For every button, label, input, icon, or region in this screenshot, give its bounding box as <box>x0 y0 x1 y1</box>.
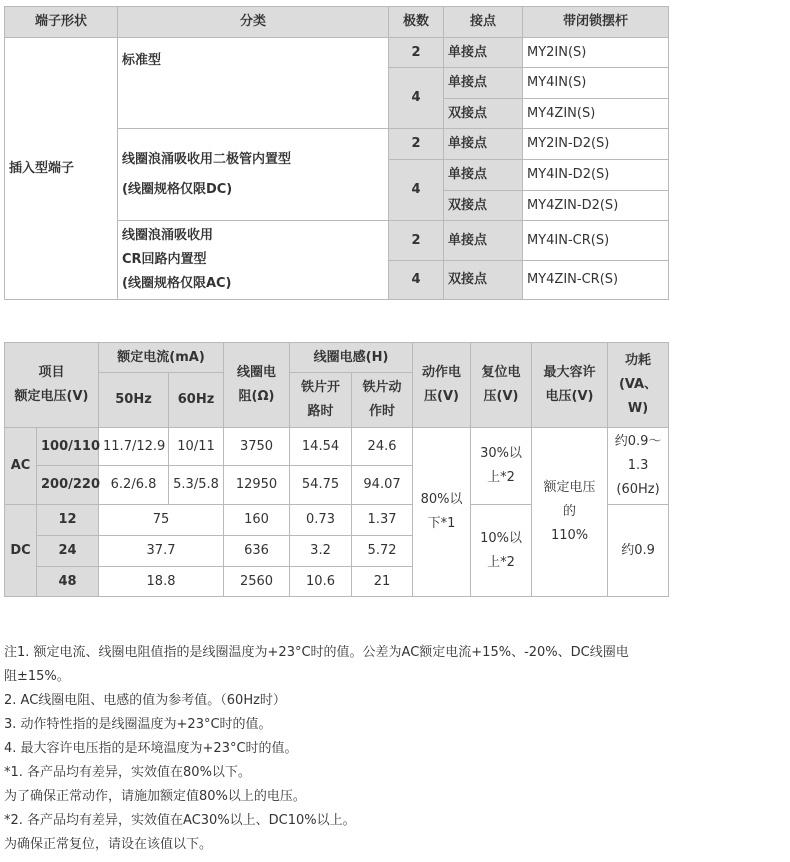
voltage-cell: 100/110 <box>37 428 99 466</box>
current-cell: 75 <box>99 505 224 536</box>
header-60hz: 60Hz <box>169 373 224 428</box>
terminal-cell: 插入型端子 <box>5 38 118 300</box>
ind-open-cell: 14.54 <box>290 428 352 466</box>
model-cell: MY4ZIN-D2(S) <box>523 191 669 221</box>
ind-close-cell: 21 <box>352 567 413 597</box>
category-line: 标准型 <box>122 53 162 68</box>
ind-open-cell: 0.73 <box>290 505 352 536</box>
header-line: 功耗 <box>625 353 652 368</box>
note-line: *2. 各产品均有差异，实效值在AC30%以上、DC10%以上。 <box>4 813 356 828</box>
dc-power-cell: 约0.9 <box>608 505 669 597</box>
header-50hz: 50Hz <box>99 373 169 428</box>
header-line: 压(V) <box>424 389 459 404</box>
poles-cell: 2 <box>389 221 444 261</box>
ind-close-cell: 1.37 <box>352 505 413 536</box>
category-cell <box>118 38 389 129</box>
max-voltage-cell <box>532 428 608 597</box>
header-terminal: 端子形状 <box>5 7 118 38</box>
header-line: 铁片开 <box>301 380 341 395</box>
note-line: 阻±15%。 <box>4 669 70 684</box>
contact-cell: 单接点 <box>444 160 523 191</box>
header-line: 路时 <box>307 404 334 419</box>
header-inductance: 线圈电感(H) <box>290 343 413 373</box>
header-line: 动作电 <box>422 365 462 380</box>
current-50hz-cell: 11.7/12.9 <box>99 428 169 466</box>
voltage-cell: 12 <box>37 505 99 536</box>
contact-cell: 单接点 <box>444 68 523 99</box>
header-contact: 接点 <box>444 7 523 38</box>
contact-cell: 双接点 <box>444 261 523 300</box>
model-cell: MY4IN-D2(S) <box>523 160 669 191</box>
dc-reset-voltage-cell <box>471 505 532 597</box>
header-item-line: 额定电压(V) <box>14 389 89 404</box>
current-50hz-cell: 6.2/6.8 <box>99 466 169 505</box>
header-reset-voltage <box>471 343 532 428</box>
model-cell: MY2IN(S) <box>523 38 669 68</box>
note-line: 为确保正常复位，请设在该值以下。 <box>4 837 213 852</box>
ac-reset-voltage-cell <box>471 428 532 505</box>
category-line: (线圈规格仅限DC) <box>122 181 233 197</box>
voltage-cell: 24 <box>37 536 99 567</box>
note-line: 注1. 额定电流、线圈电阻值指的是线圈温度为+23°C时的值。公差为AC额定电流+15%、-20%、DC线圈电 <box>4 645 629 660</box>
resistance-cell: 2560 <box>224 567 290 597</box>
cell-line: 1.3 <box>627 458 649 473</box>
cell-line: (60Hz) <box>616 482 660 497</box>
notes-section <box>4 641 784 857</box>
cell-line: 30%以 <box>480 446 522 461</box>
header-line: 作时 <box>369 404 396 419</box>
model-cell: MY4IN-CR(S) <box>523 221 669 261</box>
cell-line: 10%以 <box>480 530 522 546</box>
dc-label: DC <box>5 505 37 597</box>
note-line: 3. 动作特性指的是线圈温度为+23°C时的值。 <box>4 717 272 732</box>
coil-spec-table <box>4 342 669 597</box>
poles-cell: 2 <box>389 38 444 68</box>
category-line: 线圈浪涌吸收用二极管内置型 <box>122 151 292 167</box>
note-line: 2. AC线圈电阻、电感的值为参考值。（60Hz时） <box>4 693 286 708</box>
category-line: (线圈规格仅限AC) <box>122 276 232 291</box>
ind-close-cell: 24.6 <box>352 428 413 466</box>
cell-line: 约0.9～ <box>614 434 662 449</box>
header-category: 分类 <box>118 7 389 38</box>
ind-open-cell: 3.2 <box>290 536 352 567</box>
header-poles: 极数 <box>389 7 444 38</box>
header-line: 压(V) <box>483 389 519 404</box>
header-operate-voltage <box>413 343 471 428</box>
resistance-cell: 12950 <box>224 466 290 505</box>
ind-close-cell: 5.72 <box>352 536 413 567</box>
header-line: 电压(V) <box>545 389 594 404</box>
header-line: 最大容许 <box>543 365 596 380</box>
ind-open-cell: 10.6 <box>290 567 352 597</box>
header-model: 带闭锁摆杆 <box>523 7 669 38</box>
table-row <box>5 428 669 466</box>
poles-cell: 4 <box>389 261 444 300</box>
contact-cell: 双接点 <box>444 191 523 221</box>
poles-cell: 4 <box>389 160 444 221</box>
model-cell: MY4IN(S) <box>523 68 669 99</box>
model-cell: MY2IN-D2(S) <box>523 129 669 160</box>
spec-header-row <box>5 343 669 373</box>
note-line: 为了确保正常动作，请施加额定值80%以上的电压。 <box>4 789 306 804</box>
cell-line: 上*2 <box>487 554 515 570</box>
header-line: (VA、 <box>618 377 658 392</box>
model-cell: MY4ZIN-CR(S) <box>523 261 669 300</box>
voltage-cell: 200/220 <box>37 466 99 505</box>
header-item-line: 项目 <box>38 365 65 380</box>
current-60hz-cell: 10/11 <box>169 428 224 466</box>
ac-power-cell <box>608 428 669 505</box>
header-line: 线圈电 <box>237 365 277 380</box>
note-line: 4. 最大容许电压指的是环境温度为+23°C时的值。 <box>4 741 298 756</box>
header-item <box>5 343 99 428</box>
resistance-cell: 636 <box>224 536 290 567</box>
header-line: 阻(Ω) <box>238 389 275 404</box>
cell-line: 的 <box>563 504 577 519</box>
model-table <box>4 6 669 300</box>
ind-open-cell: 54.75 <box>290 466 352 505</box>
resistance-cell: 160 <box>224 505 290 536</box>
cell-line: 上*2 <box>487 470 515 485</box>
header-ind-close <box>352 373 413 428</box>
contact-cell: 单接点 <box>444 38 523 68</box>
current-cell: 37.7 <box>99 536 224 567</box>
ind-close-cell: 94.07 <box>352 466 413 505</box>
note-line: *1. 各产品均有差异，实效值在80%以下。 <box>4 765 251 780</box>
category-line: 线圈浪涌吸收用 <box>122 228 214 243</box>
operate-voltage-cell <box>413 428 471 597</box>
header-ind-open <box>290 373 352 428</box>
header-max-voltage <box>532 343 608 428</box>
cell-line: 80%以 <box>420 492 463 507</box>
voltage-cell: 48 <box>37 567 99 597</box>
category-cell <box>118 221 389 300</box>
cell-line: 额定电压 <box>543 480 596 495</box>
contact-cell: 单接点 <box>444 221 523 261</box>
model-cell: MY4ZIN(S) <box>523 99 669 129</box>
contact-cell: 双接点 <box>444 99 523 129</box>
header-power <box>608 343 669 428</box>
table-row <box>5 38 669 68</box>
category-cell <box>118 129 389 221</box>
current-60hz-cell: 5.3/5.8 <box>169 466 224 505</box>
header-line: W) <box>627 401 649 416</box>
header-line: 复位电 <box>481 365 521 380</box>
poles-cell: 2 <box>389 129 444 160</box>
category-line: CR回路内置型 <box>122 252 207 267</box>
poles-cell: 4 <box>389 68 444 129</box>
header-rated-current: 额定电流(mA) <box>99 343 224 373</box>
cell-line: 110% <box>550 528 589 543</box>
model-table-header <box>5 7 669 38</box>
ac-label: AC <box>5 428 37 505</box>
header-coil-resistance <box>224 343 290 428</box>
current-cell: 18.8 <box>99 567 224 597</box>
cell-line: 下*1 <box>427 516 456 531</box>
contact-cell: 单接点 <box>444 129 523 160</box>
header-line: 铁片动 <box>362 380 402 395</box>
resistance-cell: 3750 <box>224 428 290 466</box>
